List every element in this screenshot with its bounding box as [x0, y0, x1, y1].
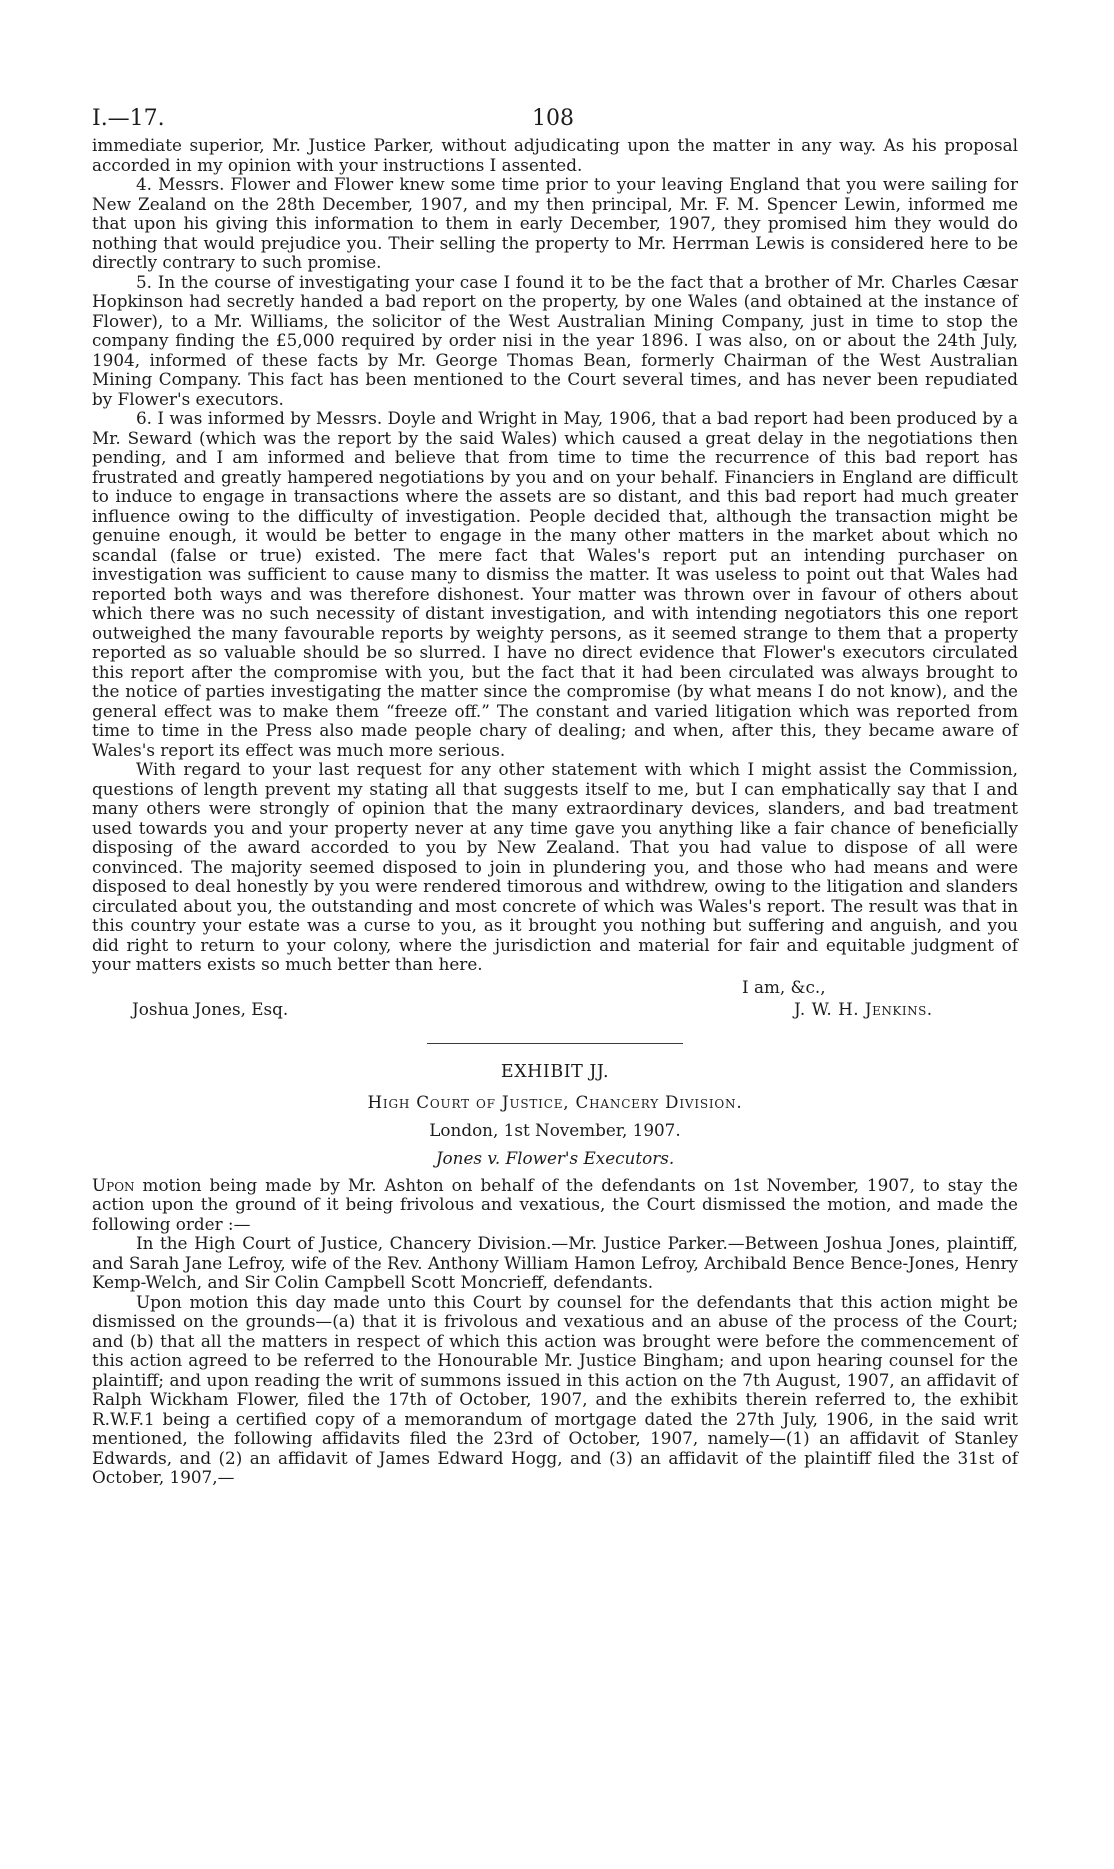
letter-paragraph: With regard to your last request for any other statement with which I might assist the Commission, questions of length prevent my stating all that suggests itself to me, but I can emphatically say that I and many others were strongly of opinion that the many extraordinary devices, slanders, and bad treatment used towards you and your property never at any time gave you anything like a fair chance of beneficially disposing of the award accorded to you by New Zealand. That you had value to dispose of all were convinced. The majority seemed disposed to join in plundering you, and those who had means and were disposed to deal honestly by you were rendered timorous and withdrew, owing to the litigation and slanders circulated about you, the outstanding and most concrete of which was Wales's report. The result was that in this country your estate was a curse to you, as it brought you nothing but suffering and anguish, and you did right to return to your colony, where the jurisdiction and material for fair and equitable judgment of your matters exists so much better than here.: [92, 759, 1018, 974]
exhibit-paragraph: [92, 1176, 1018, 1235]
exhibit-paragraph-text: motion being made by Mr. Ashton on behalf of the defendants on 1st November, 1907, to stay the action upon the ground of it being frivolous and vexatious, the Court dismissed the motion, and made the following order :—: [92, 1174, 1018, 1234]
letter-signature-block: [92, 975, 1018, 1019]
parliamentary-paper-reference: I.—17.: [92, 106, 165, 131]
page-number: 108: [532, 106, 574, 131]
exhibit-title: EXHIBIT JJ.: [500, 1061, 610, 1082]
letter-paragraph: 6. I was informed by Messrs. Doyle and Wright in May, 1906, that a bad report had been produced by a Mr. Seward (which was the report by the said Wales) which caused a great delay in the negotiations then pending, and I am informed and believe that from time to time the recurrence of this bad report has frustrated and greatly hampered negotiations by you and on your behalf. Financiers in England are difficult to induce to engage in transactions where the assets are so distant, and this bad report had much greater influence owing to the difficulty of investigation. People decided that, although the transaction might be genuine enough, it would be better to engage in the many other matters in the market about which no scandal (false or true) existed. The mere fact that Wales's report put an intending purchaser on investigation was sufficient to cause many to dismiss the matter. It was useless to point out that Wales had reported both ways and was therefore dishonest. Your matter was thrown over in favour of others about which there was no such necessity of distant investigation, and with intending negotiators this one report outweighed the many favourable reports by weighty persons, as it seemed strange to them that a property reported as so valuable should be so slurred. I have no direct evidence that Flower's executors circulated this report after the compromise with you, but the fact that it had been circulated was always brought to the notice of parties investigating the matter since the compromise (by what means I do not know), and the general effect was to make them “freeze off.” The constant and varied litigation which was reported from time to time in the Press also made people chary of dealing; and when, after this, they became aware of Wales's report its effect was much more serious.: [92, 408, 1018, 760]
letter-paragraph: 4. Messrs. Flower and Flower knew some time prior to your leaving England that you were sailing for New Zealand on the 28th December, 1907, and my then principal, Mr. F. M. Spencer Lewin, informed me that upon his giving this information to them in early December, 1907, they promised him they would do nothing that would prejudice you. Their selling the property to Mr. Herrman Lewis is considered here to be directly contrary to such promise.: [92, 174, 1018, 272]
exhibit-paragraph: Upon motion this day made unto this Court by counsel for the defendants that this action might be dismissed on the grounds—(a) that it is frivolous and vexatious and an abuse of the process of the Court; and (b) that all the matters in respect of which this action was brought were before the commencement of this action agreed to be referred to the Honourable Mr. Justice Bingham; and upon hearing counsel for the plaintiff; and upon reading the writ of summons issued in this action on the 7th August, 1907, an affidavit of Ralph Wickham Flower, filed the 17th of October, 1907, and the exhibits therein referred to, the exhibit R.W.F.1 being a certified copy of a memorandum of mortgage dated the 27th July, 1906, in the said writ mentioned, the following affidavits filed the 23rd of October, 1907, namely—(1) an affidavit of Stanley Edwards, and (2) an affidavit of James Edward Hogg, and (3) an affidavit of the plaintiff filed the 31st of October, 1907,—: [92, 1291, 1018, 1487]
exhibit-paragraph: In the High Court of Justice, Chancery Division.—Mr. Justice Parker.—Between Joshua Jones, plaintiff, and Sarah Jane Lefroy, wife of the Rev. Anthony William Hamon Lefroy, Archibald Bence Bence-Jones, Henry Kemp-Welch, and Sir Colin Campbell Scott Moncrieff, defendants.: [92, 1233, 1018, 1292]
exhibit-opening-word: Upon: [92, 1174, 135, 1195]
page-header: [92, 96, 1018, 136]
letter-addressee: Joshua Jones, Esq.: [132, 998, 289, 1019]
letter-signer: J. W. H. Jenkins.: [794, 998, 933, 1019]
section-divider: [427, 1043, 683, 1044]
letter-paragraph: 5. In the course of investigating your case I found it to be the fact that a brother of Mr. Charles Cæsar Hopkinson had secretly handed a bad report on the property, by one Wales (and obtained at the instance of Flower), to a Mr. Williams, the solicitor of the West Australian Mining Company, just in time to stop the company finding the £5,000 required by order nisi in the year 1896. I was also, on or about the 24th July, 1904, informed of these facts by Mr. George Thomas Bean, formerly Chairman of the West Australian Mining Company. This fact has been mentioned to the Court several times, and has never been repudiated by Flower's executors.: [92, 271, 1018, 409]
document-page: [92, 96, 1018, 1488]
letter-closing: I am, &c.,: [742, 976, 826, 997]
exhibit-date: London, 1st November, 1907.: [429, 1119, 681, 1140]
letter-paragraph: immediate superior, Mr. Justice Parker, without adjudicating upon the matter in any way. As his proposal accorded in my opinion with your instructions I assented.: [92, 135, 1018, 175]
exhibit-body: [92, 1176, 1018, 1488]
exhibit-court: High Court of Justice, Chancery Division.: [367, 1091, 743, 1112]
letter-body: [92, 136, 1018, 975]
exhibit-case-title: Jones v. Flower's Executors.: [435, 1147, 675, 1168]
